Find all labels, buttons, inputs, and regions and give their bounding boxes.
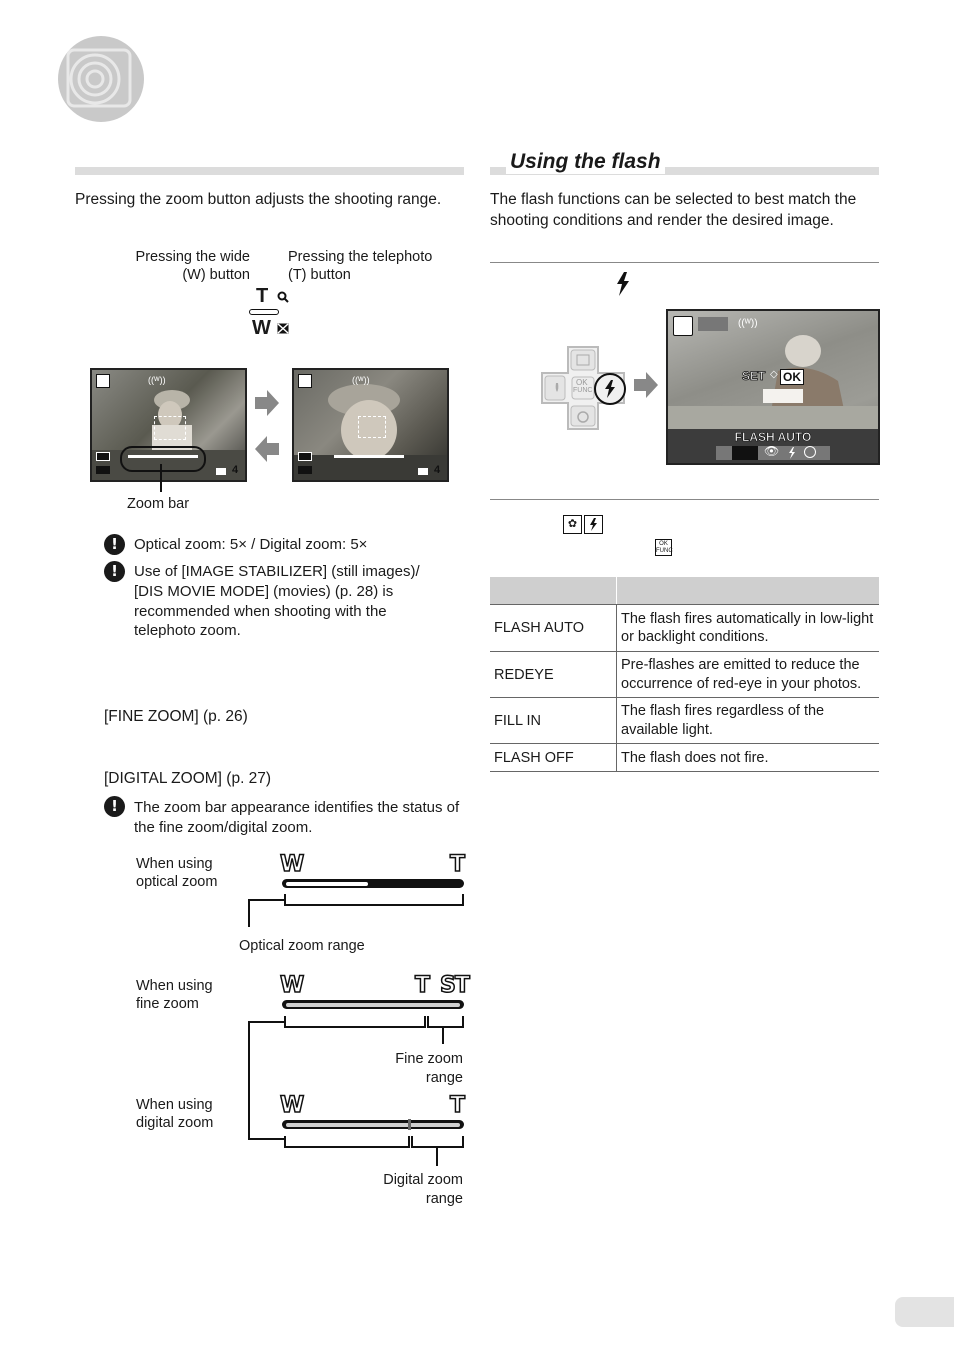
camera-icon-mini [418,468,428,475]
bar-w-letter: W [280,973,304,998]
table-row [490,652,879,698]
fine-zoom-ref: [FINE ZOOM] (p. 26) [104,708,248,725]
optical-label-1: When using [136,856,213,872]
focus-frame [154,416,186,440]
stabilizer-icon: ((ᵂ)) [352,375,370,385]
caution-icon: ! [104,796,125,817]
stabilizer-icon: ((ᵂ)) [738,318,758,329]
fine-range-bracket [427,1016,464,1028]
desc-cell: The flash does not fire. [617,744,880,772]
table-row [490,744,879,772]
func-key-label: FUNC [573,387,593,394]
w-letter: W [252,317,271,339]
flash-icon [616,272,630,296]
fine-optical-bracket [284,1016,426,1028]
digital-label-2: digital zoom [136,1115,214,1131]
mode-cell: REDEYE [490,652,617,698]
magnify-icon [277,291,289,303]
lcd-flash-screen [666,309,880,465]
flash-icon [589,518,598,531]
macro-icon: ✿ [563,515,582,534]
set-arrow-icon: ◇ [770,369,778,380]
digital-zoom-divider [408,1119,411,1130]
bar-t-letter: T [450,852,465,877]
note-optical-digital: Optical zoom: 5× / Digital zoom: 5× [134,536,368,553]
fine-range-label-2: range [425,1070,463,1086]
mode-box [298,374,312,388]
connector-h-fine [248,1021,284,1023]
battery-icon [298,452,312,461]
flash-auto-selected [732,446,758,460]
mode-cell: FLASH AUTO [490,605,617,652]
func-key-label: FUNC [656,548,673,554]
tele-label-1: Pressing the telephoto [288,249,433,265]
fine-label-1: When using [136,978,213,994]
focus-frame [358,416,386,438]
divider [490,262,879,263]
optical-range-bracket [284,894,464,906]
zoom-bar-callout-line [160,464,162,492]
flash-mode-table [490,577,879,772]
digital-callout-v [436,1146,438,1166]
digital-zoom-ref: [DIGITAL ZOOM] (p. 27) [104,770,272,787]
flash-button[interactable] [594,373,626,405]
digital-optical-bracket [284,1136,410,1148]
bar-st-letter: ST [440,973,469,998]
zoom-section-header-bar [75,167,464,175]
flash-off-icon [804,446,816,458]
optical-zoom-bar-fill [286,882,368,886]
fine-label-2: fine zoom [136,996,199,1012]
digital-range-label-1: Digital zoom [383,1172,463,1188]
table-header-cell [617,577,880,605]
t-letter: T [256,285,269,307]
table-header-row [490,577,879,605]
optical-label-2: optical zoom [136,874,218,890]
ok-func-button-icon [655,539,672,556]
wide-label-2: (W) button [182,267,250,283]
ok-key-label: OK [659,541,668,547]
card-icon [298,466,312,474]
mode-cell: FILL IN [490,698,617,744]
desc-cell: Pre-flashes are emitted to reduce the occurrence of red-eye in your photos. [617,652,880,698]
arrow-right-icon [634,372,658,398]
flash-title: Using the flash [506,150,665,174]
stabilizer-icon: ((ᵂ)) [148,375,166,385]
table-row [490,605,879,652]
bar-t-letter: T [415,973,430,998]
caution-icon: ! [104,534,125,555]
zoom-bar-highlight [120,446,206,472]
shot-count: 4 [434,464,441,476]
arrow-right-icon [255,390,279,416]
table-header-cell [490,577,617,605]
lcd-tele-screen [292,368,449,482]
optical-range-label: Optical zoom range [239,938,365,954]
mode-box [96,374,110,388]
flash-mode-label: FLASH AUTO [734,430,812,444]
zoom-bar-mini [334,455,404,458]
fine-callout-v [442,1026,444,1044]
connector-v [248,1021,250,1140]
fill-in-flash-icon [788,447,796,459]
caution-icon: ! [104,561,125,582]
desc-cell: The flash fires regardless of the available light. [617,698,880,744]
lcd-wide-screen [90,368,247,482]
zoom-lever[interactable] [248,285,293,339]
flash-mode-tab [698,317,728,331]
note-stabilizer: Use of [IMAGE STABILIZER] (still images)/ [DIS MOVIE MODE] (movies) (p. 28) is recommended when shooting with the telephoto zoom. [134,563,420,640]
redeye-icon: 👁 [764,444,780,458]
lever-bar [249,309,279,315]
bar-t-letter: T [450,1093,465,1118]
wide-label-1: Pressing the wide [135,249,250,265]
ok-label: OK [780,369,804,385]
digital-zoom-bar-fill [286,1123,460,1127]
flash-icon [604,380,616,398]
digital-range-label-2: range [425,1191,463,1207]
flash-intro: The flash functions can be selected to best match the shooting conditions and render the desired image. [490,191,857,229]
digital-label-1: When using [136,1097,213,1113]
bar-w-letter: W [280,1093,304,1118]
flash-key-icon [584,515,603,534]
camera-icon-mini [216,468,226,475]
arrow-left-icon [255,436,279,462]
mode-box [673,316,693,336]
zoom-intro: Pressing the zoom button adjusts the shooting range. [75,191,442,208]
card-icon [96,466,110,474]
page-number-tab [895,1297,954,1327]
optical-callout-h [248,899,284,901]
connector-h-digital [248,1138,284,1140]
tele-label-2: (T) button [288,267,351,283]
optical-callout-v [248,899,250,927]
arrow-pad[interactable] [540,345,626,431]
zoom-bar-label: Zoom bar [127,496,190,512]
table-row [490,698,879,744]
ok-key-label: OK [576,378,588,387]
divider [490,499,879,500]
set-label: SET [742,369,766,383]
grid-icon [277,323,289,334]
battery-icon [96,452,110,461]
desc-cell: The flash fires automatically in low-light or backlight conditions. [617,605,880,652]
shot-count: 4 [232,464,239,476]
fine-zoom-bar-fill [286,1003,460,1007]
camera-badge-icon [58,36,144,122]
bar-w-letter: W [280,852,304,877]
mode-cell: FLASH OFF [490,744,617,772]
fine-range-label-1: Fine zoom [395,1051,463,1067]
note-zoom-bar-status: The zoom bar appearance identifies the status of the fine zoom/digital zoom. [134,799,460,836]
